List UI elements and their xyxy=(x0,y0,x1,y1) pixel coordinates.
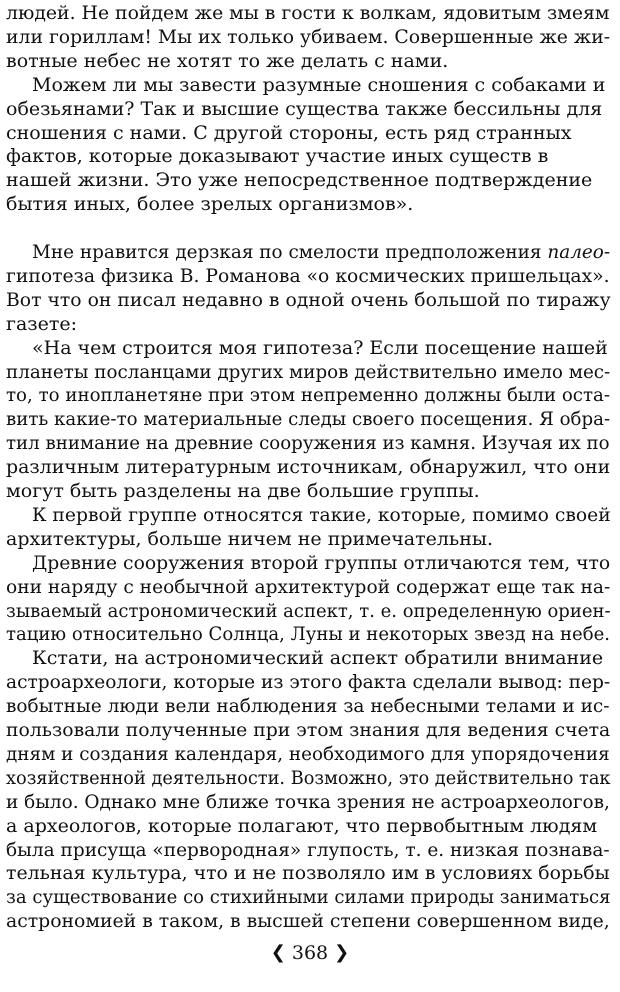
text-line: зываемый астрономический аспект, т. е. определенную ориен- xyxy=(6,599,611,622)
text-line: тацию относительно Солнца, Луны и некоторых звезд на небе. xyxy=(6,623,611,646)
text-line: гипотеза физика В. Романова «о космических пришельцах». xyxy=(6,264,610,287)
text-line: обезьянами? Так и высшие существа также бессильны для xyxy=(6,97,603,120)
text-line: тил внимание на древние сооружения из камня. Изучая их по xyxy=(6,432,610,455)
text-line: Можем ли мы завести разумные сношения с собаками и xyxy=(32,73,606,96)
text-line: то, то инопланетяне при этом непременно должны были оста- xyxy=(6,384,611,407)
text-line: вобытные люди вели наблюдения за небесными телами и ис- xyxy=(6,695,610,718)
text-line: К первой группе относятся такие, которые, помимо своей xyxy=(32,503,611,526)
arrow-right-icon[interactable]: ❯ xyxy=(334,942,350,963)
text-line: газете: xyxy=(6,312,78,335)
text-line: планеты посланцами других миров действительно имело мес- xyxy=(6,360,611,383)
text-line: людей. Не пойдем же мы в гости к волкам, ядовитым змеям xyxy=(6,2,610,24)
text-line: астрономией в таком, в высшей степени совершенном виде, xyxy=(6,910,610,933)
text-line: нашей жизни. Это уже непосредственное подтверждение xyxy=(6,169,593,192)
text-line: «На чем строится моя гипотеза? Если посещение нашей xyxy=(32,336,608,359)
text-line: фактов, которые доказывают участие иных существ в xyxy=(6,145,549,168)
book-page xyxy=(6,0,610,992)
text-line: или гориллам! Мы их только убиваем. Совершенные же жи- xyxy=(6,25,611,48)
text-line: вить какие-то материальные следы своего посещения. Я обра- xyxy=(6,408,611,431)
text-line: Вот что он писал недавно в одной очень большой по тиражу xyxy=(6,288,611,311)
text-line: а археологов, которые полагают, что первобытным людям xyxy=(6,814,598,837)
text-line: тельная культура, что и не позволяло им в условиях борьбы xyxy=(6,862,610,885)
text-line: пользовали полученные при этом знания для ведения счета xyxy=(6,719,611,741)
text-span: Мне нравится дерзкая по смелости предположения xyxy=(32,241,548,263)
text-line: вотные небес не хотят то же делать с нами. xyxy=(6,49,449,72)
text-line: архитектуры, больше ничем не примечательны. xyxy=(6,527,494,550)
text-line: дням и создания календаря, необходимого для упорядочения xyxy=(6,742,610,765)
text-line: Древние сооружения второй группы отличаются тем, что xyxy=(32,551,611,574)
text-line: различным литературным источникам, обнаружил, что они xyxy=(6,456,611,479)
text-line: хозяйственной деятельности. Возможно, это действительно так xyxy=(6,766,611,789)
arrow-left-icon[interactable]: ❮ xyxy=(270,942,286,963)
text-line: за существование со стихийными силами природы заниматься xyxy=(6,886,611,909)
text-line: астроархеологи, которые из этого факта сделали вывод: пер- xyxy=(6,671,611,694)
text-line: они наряду с необычной архитектурой содержат еще так на- xyxy=(6,575,611,598)
text-line: была присуща «первородная» глупость, т. е. низкая познава- xyxy=(6,838,610,861)
text-line: сношения с нами. С другой стороны, есть ряд странных xyxy=(6,121,572,144)
text-line: и было. Однако мне ближе точка зрения не астроархеологов, xyxy=(6,790,610,813)
text-line xyxy=(32,241,610,265)
page-footer xyxy=(0,940,620,970)
text-span: - xyxy=(603,241,611,263)
text-line: Кстати, на астрономический аспект обратили внимание xyxy=(32,647,604,670)
italic-text: палео xyxy=(547,241,604,263)
text-line: бытия иных, более зрелых организмов». xyxy=(6,193,414,216)
page-number: 368 xyxy=(291,942,329,964)
text-line: могут быть разделены на две большие группы. xyxy=(6,480,480,502)
